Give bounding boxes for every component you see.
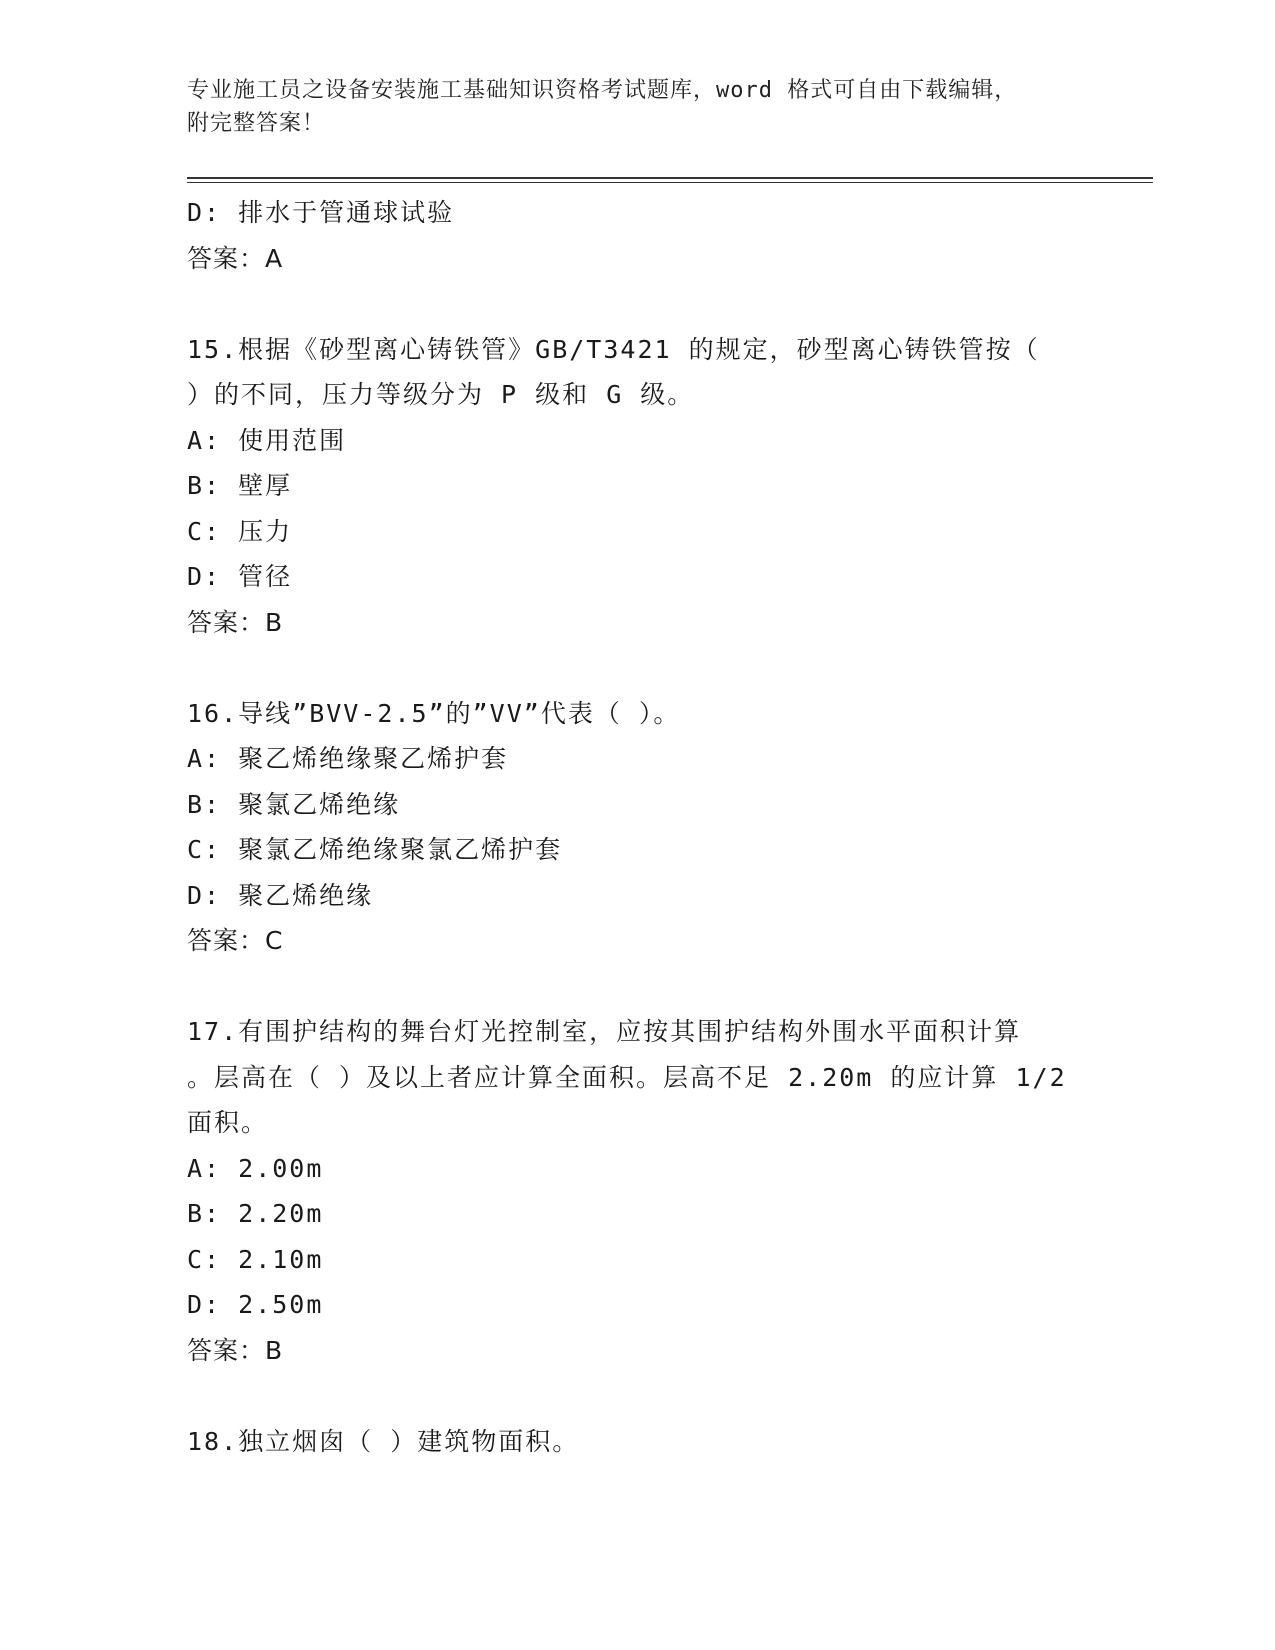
prev-question-tail	[187, 190, 1087, 281]
question-stem-line: 面积。	[187, 1108, 269, 1137]
question-stem-line: 15.根据《砂型离心铸铁管》GB/T3421 的规定，砂型离心铸铁管按（	[187, 334, 1040, 364]
header-line-1: 专业施工员之设备安装施工基础知识资格考试题库，word 格式可自由下载编辑，	[187, 78, 1018, 103]
option-b: B: 壁厚	[187, 471, 293, 500]
question-17	[187, 1009, 1087, 1373]
question-16	[187, 691, 1087, 964]
answer-line: 答案：A	[187, 243, 284, 273]
document-header	[187, 74, 1067, 140]
spacer	[187, 281, 1087, 327]
option-d: D: 管径	[187, 562, 293, 591]
option-b: B: 2.20m	[187, 1199, 324, 1228]
answer-line: 答案：B	[187, 1335, 284, 1365]
question-stem-line: ）的不同，压力等级分为 P 级和 G 级。	[187, 380, 695, 409]
spacer	[187, 1373, 1087, 1419]
header-divider-thick	[187, 177, 1153, 179]
option-a: A: 2.00m	[187, 1153, 324, 1183]
option-a: A: 使用范围	[187, 425, 347, 455]
header-line-2: 附完整答案！	[187, 111, 326, 136]
option-b: B: 聚氯乙烯绝缘	[187, 789, 401, 819]
answer-line: 答案：C	[187, 926, 284, 955]
option-c: C: 2.10m	[187, 1244, 324, 1274]
question-stem-line: 17.有围护结构的舞台灯光控制室，应按其围护结构外围水平面积计算	[187, 1017, 1022, 1046]
option-d: D: 排水于管通球试验	[187, 198, 455, 227]
spacer	[187, 645, 1087, 691]
option-a: A: 聚乙烯绝缘聚乙烯护套	[187, 744, 509, 773]
option-c: C: 压力	[187, 516, 293, 546]
question-15	[187, 327, 1087, 646]
question-stem-line: 。层高在（ ）及以上者应计算全面积。层高不足 2.20m 的应计算 1/2	[187, 1062, 1067, 1092]
question-stem-line: 18.独立烟囱（ ）建筑物面积。	[187, 1426, 580, 1456]
answer-line: 答案：B	[187, 607, 284, 637]
option-c: C: 聚氯乙烯绝缘聚氯乙烯护套	[187, 835, 563, 864]
question-stem-line: 16.导线”BVV-2.5”的”VV”代表（ ）。	[187, 698, 681, 728]
option-d: D: 聚乙烯绝缘	[187, 880, 374, 910]
spacer	[187, 964, 1087, 1010]
document-body	[187, 190, 1087, 1464]
question-18	[187, 1419, 1087, 1465]
option-d: D: 2.50m	[187, 1290, 324, 1319]
header-divider-thin	[187, 182, 1153, 183]
